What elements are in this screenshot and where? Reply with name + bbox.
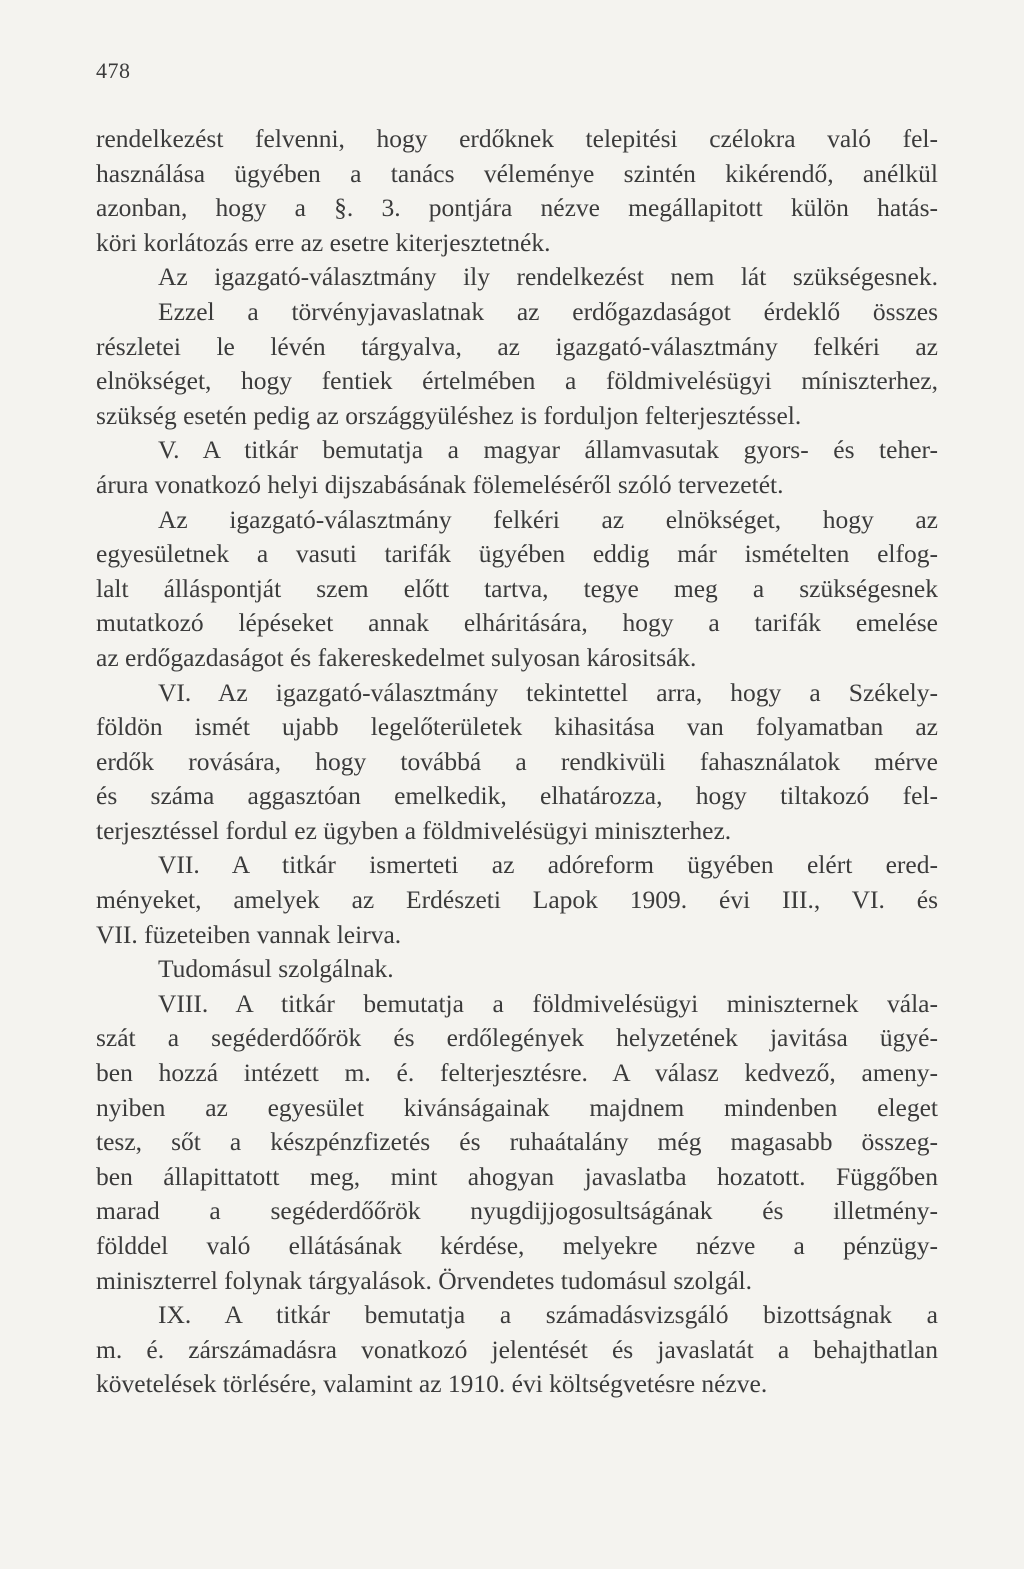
text-line: az erdőgazdaságot és fakereskedelmet sulyosan kárositsák. [96,642,697,672]
text-line: Az igazgató-választmány felkéri az elnökséget, hogy az [158,504,938,534]
text-line: földön ismét ujabb legelőterületek kihasitása van folyamatban az [96,712,938,742]
text-line: ben hozzá intézett m. é. felterjesztésre. A válasz kedvező, ameny- [96,1058,938,1088]
text-line: követelések törlésére, valamint az 1910. évi költségvetésre nézve. [96,1369,768,1399]
text-line: részletei le lévén tárgyalva, az igazgató-választmány felkéri az [96,331,938,361]
text-line: ben állapittatott meg, mint ahogyan javaslatba hozatott. Függőben [96,1161,938,1191]
text-line: ményeket, amelyek az Erdészeti Lapok 1909. évi III., VI. és [96,885,938,915]
text-line: m. é. zárszámadásra vonatkozó jelentését és javaslatát a behajthatlan [96,1334,938,1364]
text-line: Az igazgató-választmány ily rendelkezést nem lát szükségesnek. [158,262,938,292]
body-text [96,122,938,1402]
text-line: azonban, hogy a §. 3. pontjára nézve megállapitott külön hatás- [96,193,938,223]
text-line: tesz, sőt a készpénzfizetés és ruhaátalány még magasabb összeg- [96,1127,938,1157]
text-line: elnökséget, hogy fentiek értelmében a földmivelésügyi míniszterhez, [96,366,938,396]
page-number: 478 [96,58,131,83]
text-line: és száma aggasztóan emelkedik, elhatározza, hogy tiltakozó fel- [96,781,938,811]
text-line: VII. füzeteiben vannak leirva. [96,919,402,949]
text-line: erdők rovására, hogy továbbá a rendkivüli fahasználatok mérve [96,746,938,776]
text-line: mutatkozó lépéseket annak elháritására, hogy a tarifák emelése [96,608,938,638]
text-line: Tudomásul szolgálnak. [158,954,394,984]
text-line: árura vonatkozó helyi dijszabásának fölemeléséről szóló tervezetét. [96,469,784,499]
text-line: rendelkezést felvenni, hogy erdőknek telepitési czélokra való fel- [96,124,938,153]
text-line: Ezzel a törvényjavaslatnak az erdőgazdaságot érdeklő összes [158,296,938,326]
text-line: miniszterrel folynak tárgyalások. Örvendetes tudomásul szolgál. [96,1265,752,1295]
text-line: földdel való ellátásának kérdése, melyekre nézve a pénzügy- [96,1231,938,1260]
text-line: IX. A titkár bemutatja a számadásvizsgáló bizottságnak a [158,1300,938,1330]
text-line: használása ügyében a tanács véleménye szintén kikérendő, anélkül [96,158,938,188]
text-line: VIII. A titkár bemutatja a földmivelésügyi miniszternek vála- [158,988,938,1018]
text-line: V. A titkár bemutatja a magyar államvasutak gyors- és teher- [158,435,938,465]
text-line: egyesületnek a vasuti tarifák ügyében eddig már ismételten elfog- [96,539,938,569]
text-line: szükség esetén pedig az országgyüléshez is forduljon felterjesztéssel. [96,400,802,430]
text-line: VI. Az igazgató-választmány tekintettel arra, hogy a Székely- [158,677,938,707]
text-line: szát a segéderdőőrök és erdőlegények helyzetének javitása ügyé- [96,1023,938,1053]
text-line: nyiben az egyesület kivánságainak majdnem mindenben eleget [96,1092,938,1122]
text-line: VII. A titkár ismerteti az adóreform ügyében elért ered- [158,850,938,880]
text-line: marad a segéderdőőrök nyugdijjogosultságának és illetmény- [96,1196,938,1226]
text-line: köri korlátozás erre az esetre kiterjesztetnék. [96,227,551,257]
text-line: lalt álláspontját szem előtt tartva, tegye meg a szükségesnek [96,573,938,603]
text-line: terjesztéssel fordul ez ügyben a földmivelésügyi miniszterhez. [96,815,732,845]
